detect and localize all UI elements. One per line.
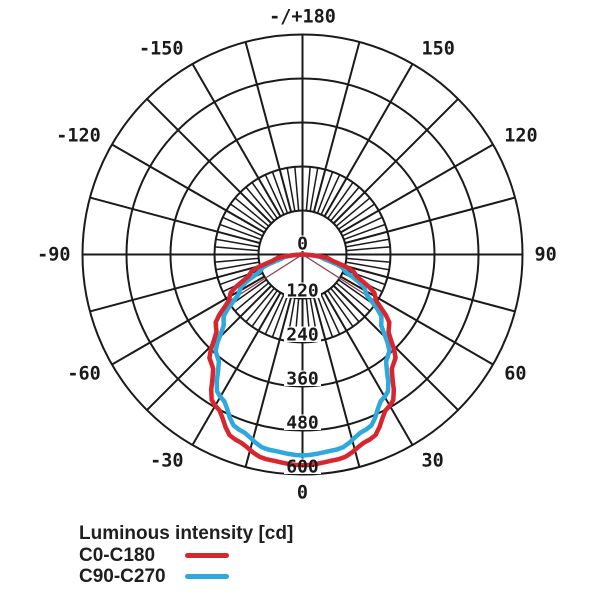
legend-item-c0-c180 [79,545,293,566]
grid-spoke [306,167,310,211]
angle-label: -90 [37,244,71,266]
angle-label: -150 [138,38,184,60]
grid-spoke [341,145,493,233]
grid-spoke [334,99,458,223]
grid-spoke [215,258,259,262]
series-c90-c270-label: C90-C270 [79,566,166,587]
radial-tick-label: 0 [297,233,308,255]
grid-spoke [325,293,413,445]
grid-spoke [215,247,259,251]
angle-label: -60 [67,363,101,385]
angle-label: 120 [504,125,538,147]
grid-spoke [112,145,264,233]
grid-spoke [235,198,269,226]
grid-spoke [314,42,360,212]
grid-spoke [90,198,260,244]
radial-tick-label: 120 [286,280,319,302]
grid-spoke [193,293,281,445]
angle-label: -/+180 [269,6,336,28]
angle-label: -120 [56,125,101,147]
grid-spoke [336,198,370,226]
series-c90-c270-swatch [185,574,229,579]
grid-spoke [246,187,274,221]
grid-spoke [295,167,299,211]
legend-item-c90-c270 [79,566,293,587]
grid-spoke [345,198,515,244]
angle-label: 60 [504,363,527,385]
angle-label: 150 [421,38,455,60]
grid-spoke [325,64,413,216]
radial-tick-label: 600 [286,456,319,478]
legend [79,523,293,587]
legend-title: Luminous intensity [cd] [79,523,294,544]
grid-spoke [331,288,359,322]
grid-spoke [147,99,271,223]
grid-spoke [246,42,292,212]
radial-tick-label: 240 [286,324,319,346]
radial-tick-label: 480 [286,412,319,434]
radial-tick-label: 360 [286,368,319,390]
grid-spoke [193,64,281,216]
series-c0-c180-swatch [185,553,229,558]
angle-label: -30 [150,450,184,472]
grid-spoke [346,247,390,251]
grid-spoke [246,288,274,322]
series-c0-c180-label: C0-C180 [79,545,156,566]
angle-label: 90 [534,244,557,266]
grid-spoke [331,187,359,221]
angle-label: 30 [421,450,444,472]
grid-spoke [346,258,390,262]
angle-label: 0 [296,482,309,504]
